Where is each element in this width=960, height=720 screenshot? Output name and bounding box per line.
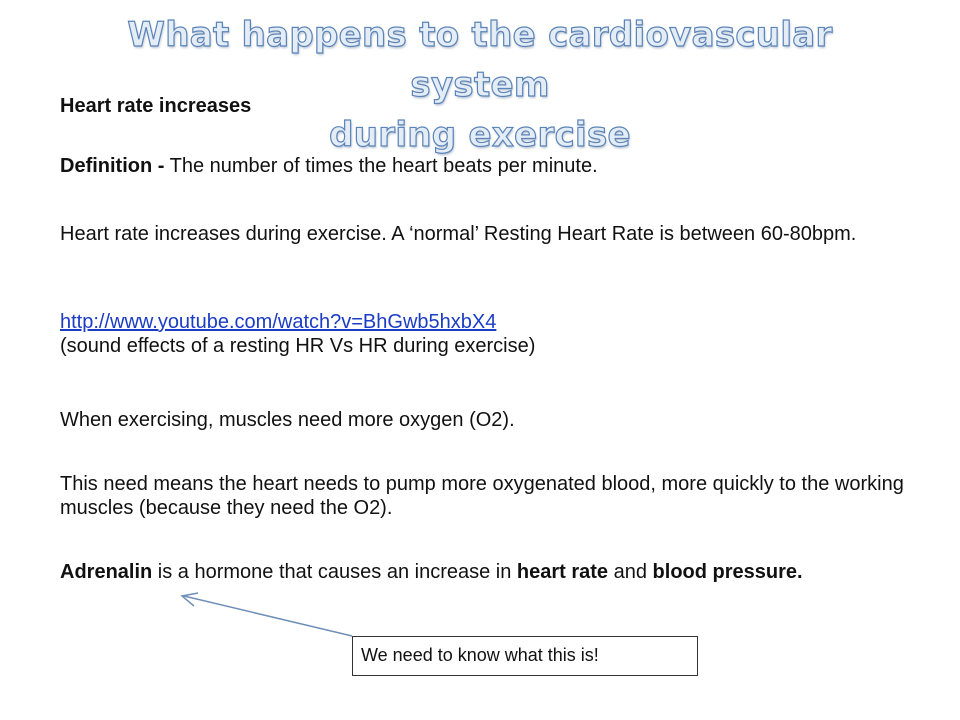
oxygen-paragraph: When exercising, muscles need more oxygen (O2). bbox=[60, 409, 515, 431]
definition-paragraph bbox=[60, 154, 920, 178]
definition-text: The number of times the heart beats per minute. bbox=[164, 155, 598, 177]
adrenalin-text-2: and bbox=[608, 561, 653, 583]
pump-paragraph: This need means the heart needs to pump more oxygenated blood, more quickly to the working muscles (because they need the O2). bbox=[60, 473, 904, 519]
title-line-2: during exercise bbox=[329, 115, 631, 155]
adrenalin-term: Adrenalin bbox=[60, 561, 153, 583]
heart-rate-term: heart rate bbox=[516, 561, 609, 583]
slide-title bbox=[60, 10, 900, 160]
heart-rate-paragraph: Heart rate increases during exercise. A ‘normal’ Resting Heart Rate is between 60-80bpm. bbox=[60, 223, 857, 245]
callout-box: We need to know what this is! bbox=[352, 636, 698, 676]
youtube-link[interactable]: http://www.youtube.com/watch?v=BhGwb5hxbX4 bbox=[60, 311, 497, 333]
video-link-paragraph bbox=[60, 310, 920, 358]
definition-label: Definition - bbox=[60, 155, 165, 177]
link-caption: (sound effects of a resting HR Vs HR during exercise) bbox=[60, 335, 536, 357]
adrenalin-text-1: is a hormone that causes an increase in bbox=[152, 561, 517, 583]
blood-pressure-term: blood pressure. bbox=[652, 561, 803, 583]
adrenalin-paragraph bbox=[60, 560, 920, 584]
title-line-1: What happens to the cardiovascular system bbox=[127, 15, 833, 105]
heading-heart-rate: Heart rate increases bbox=[60, 95, 252, 117]
